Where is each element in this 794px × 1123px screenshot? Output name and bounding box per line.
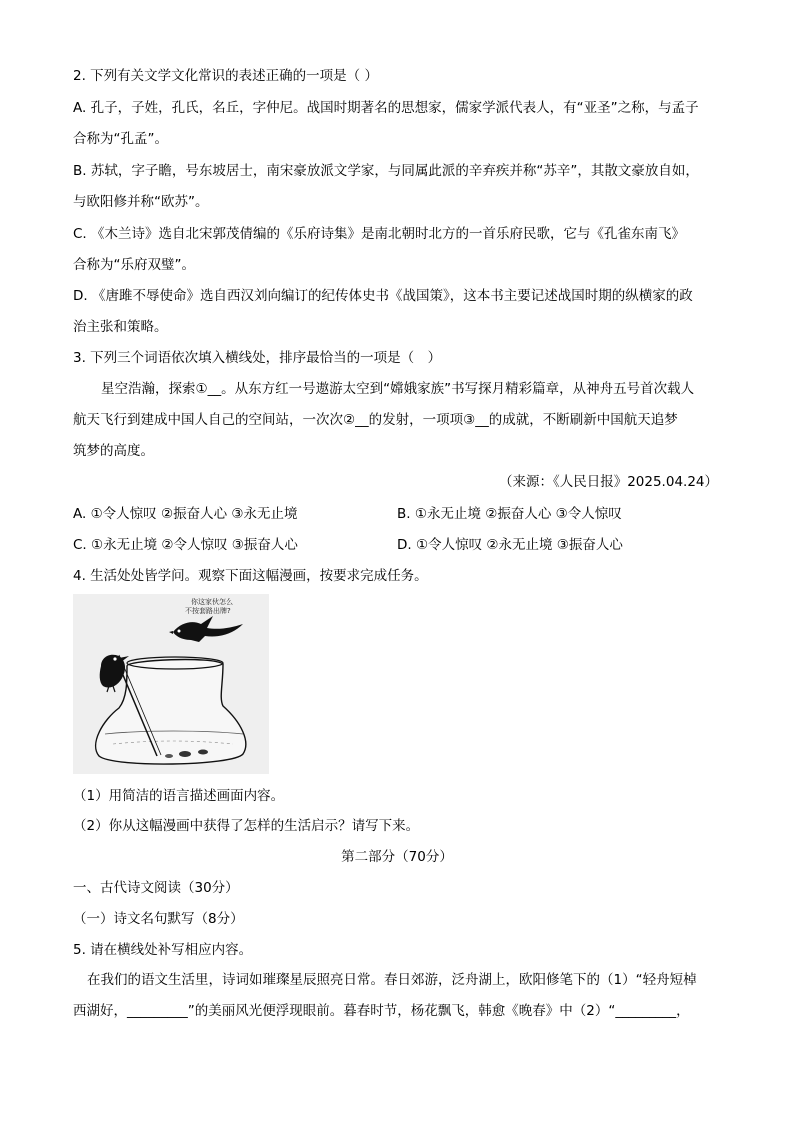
comic-caption-line1: 你这家伙怎么: [191, 598, 233, 606]
q3-source: （来源：《人民日报》2025.04.24）: [498, 474, 718, 490]
q2-option-a-line2: 合称为“孔孟”。: [73, 131, 168, 147]
q4-stem: 4. 生活处处皆学问。观察下面这幅漫画，按要求完成任务。: [73, 568, 428, 584]
q5-line2: 西湖好，_________”的美丽风光便浮现眼前。暮春时节，杨花飘飞，韩愈《晚春》中（2）“_________，: [73, 1003, 690, 1019]
q3-option-b: B. ①永无止境 ②振奋人心 ③令人惊叹: [397, 506, 622, 522]
section-ancient-poetry: 一、古代诗文阅读（30分）: [73, 880, 239, 896]
q3-passage-line2: 航天飞行到建成中国人自己的空间站，一次次②__的发射，一项项③__的成就，不断刷新中国航天追梦: [73, 412, 678, 428]
q5-line1: 在我们的语文生活里，诗词如璀璨星辰照亮日常。春日郊游，泛舟湖上，欧阳修笔下的（1）“轻舟短棹: [87, 972, 697, 988]
q2-stem: 2. 下列有关文学文化常识的表述正确的一项是（ ）: [73, 68, 378, 84]
q2-option-c-line2: 合称为“乐府双璧”。: [73, 257, 195, 273]
q3-stem: 3. 下列三个词语依次填入横线处，排序最恰当的一项是（ ）: [73, 350, 442, 366]
comic-caption-line2: 不按套路出牌?: [185, 607, 231, 615]
q5-stem: 5. 请在横线处补写相应内容。: [73, 942, 253, 958]
q4-task2: （2）你从这幅漫画中获得了怎样的生活启示？请写下来。: [73, 818, 420, 834]
q2-option-a-line1: A. 孔子，子姓，孔氏，名丘，字仲尼。战国时期著名的思想家，儒家学派代表人，有“亚圣”之称，与孟子: [73, 100, 699, 116]
q4-task1: （1）用简洁的语言描述画面内容。: [73, 788, 285, 804]
q2-option-b-line1: B. 苏轼，字子瞻，号东坡居士，南宋豪放派文学家，与同属此派的辛弃疾并称“苏辛”，其散文豪放自如，: [73, 163, 699, 179]
q3-option-d: D. ①令人惊叹 ②永无止境 ③振奋人心: [397, 537, 623, 553]
subsection-recitation: （一）诗文名句默写（8分）: [73, 911, 244, 927]
part2-title: 第二部分（70分）: [341, 849, 453, 865]
q2-option-b-line2: 与欧阳修并称“欧苏”。: [73, 194, 209, 210]
comic-illustration: [73, 594, 269, 774]
q3-passage-line1: 星空浩瀚，探索①__。从东方红一号遨游太空到“嫦娥家族”书写探月精彩篇章，从神舟五号首次载人: [101, 381, 695, 397]
q2-option-c-line1: C. 《木兰诗》选自北宋郭茂倩编的《乐府诗集》是南北朝时北方的一首乐府民歌，它与《孔雀东南飞》: [73, 226, 686, 242]
q3-option-a: A. ①令人惊叹 ②振奋人心 ③永无止境: [73, 506, 298, 522]
q3-passage-line3: 筑梦的高度。: [73, 443, 154, 459]
q3-option-c: C. ①永无止境 ②令人惊叹 ③振奋人心: [73, 537, 298, 553]
q2-option-d-line1: D. 《唐雎不辱使命》选自西汉刘向编订的纪传体史书《战国策》，这本书主要记述战国时期的纵横家的政: [73, 288, 693, 304]
q2-option-d-line2: 治主张和策略。: [73, 319, 168, 335]
